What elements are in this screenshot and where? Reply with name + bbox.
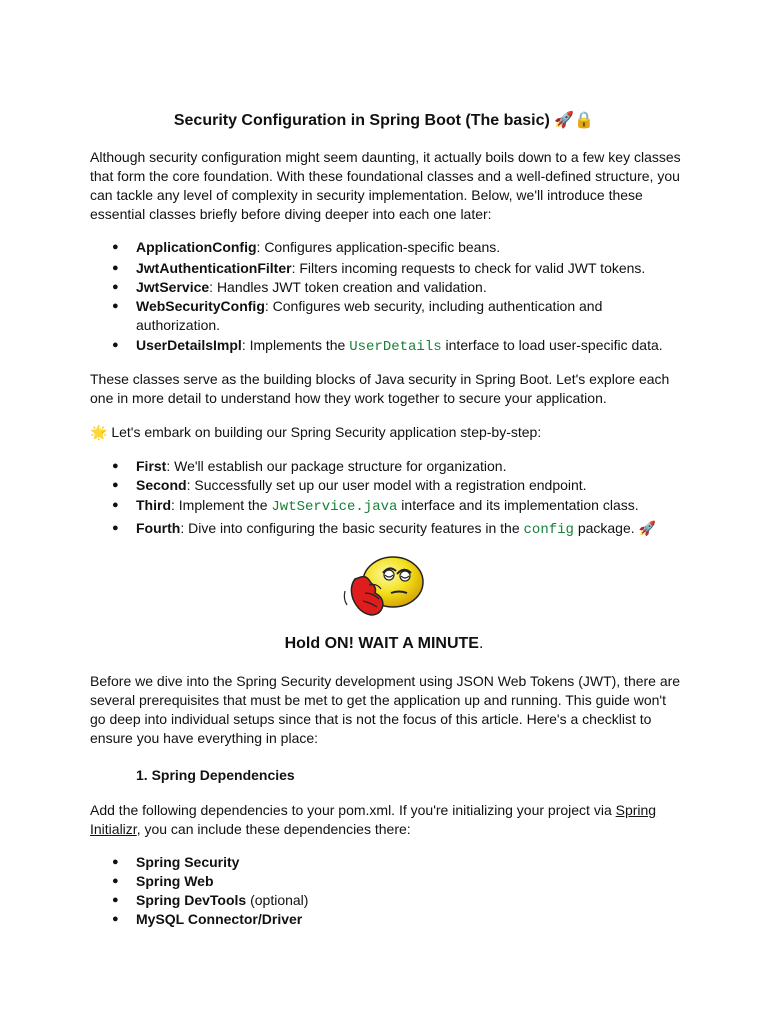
intro-paragraph: Although security configuration might seem daunting, it actually boils down to a few key classes that form the core foundation. With these foundational classes and a well-defined structure, you can tackle any level of complexity in security implementation. Below, we'll introduce these essential classes briefly before diving deeper into each one later:: [90, 149, 681, 222]
rocket-lock-icon: 🚀🔒: [554, 112, 595, 129]
list-item: ● JwtService: Handles JWT token creation and validation.: [90, 278, 682, 297]
rocket-icon: 🚀: [638, 520, 656, 536]
steps-list: [90, 457, 682, 540]
list-item: ● Third: Implement the JwtService.java interface and its implementation class.: [90, 496, 682, 517]
list-item: ● Second: Successfully set up our user model with a registration endpoint.: [90, 476, 682, 495]
list-item: ● Spring Web: [90, 872, 682, 891]
list-item: ● UserDetailsImpl: Implements the UserDetails interface to load user-specific data.: [90, 336, 682, 357]
classes-list: [90, 238, 682, 357]
code-jwtservice: JwtService.java: [271, 499, 398, 515]
list-item: ● First: We'll establish our package structure for organization.: [90, 457, 682, 476]
list-item: ● WebSecurityConfig: Configures web security, including authentication and authorization.: [90, 297, 682, 335]
list-item: ● MySQL Connector/Driver: [90, 910, 682, 929]
list-item: ● Fourth: Dive into configuring the basic security features in the config package. 🚀: [90, 519, 682, 540]
spring-initializr-link[interactable]: Spring Initializr: [90, 802, 657, 837]
list-item: ● Spring Security: [90, 853, 682, 872]
list-item: ● ApplicationConfig: Configures application-specific beans.: [90, 238, 682, 257]
embark-paragraph: 🌟 Let's embark on building our Spring Security application step-by-step:: [90, 424, 542, 440]
hold-heading: Hold ON! WAIT A MINUTE.: [284, 635, 484, 652]
thinking-smiley-icon: [341, 553, 427, 619]
list-item: ● JwtAuthenticationFilter: Filters incoming requests to check for valid JWT tokens.: [90, 259, 682, 278]
dependencies-intro: Add the following dependencies to your pom.xml. If you're initializing your project via Spring Initializr, you can include these dependencies there:: [90, 802, 657, 837]
building-blocks-paragraph: These classes serve as the building blocks of Java security in Spring Boot. Let's explore each one in more detail to understand how they work together to secure your application.: [90, 371, 670, 406]
code-config: config: [523, 522, 574, 538]
spring-dependencies-heading: 1. Spring Dependencies: [136, 767, 295, 783]
page-title: [0, 110, 768, 130]
dependencies-list: [90, 853, 682, 929]
star-icon: 🌟: [90, 424, 108, 440]
code-userdetails: UserDetails: [349, 339, 442, 355]
prerequisites-paragraph: Before we dive into the Spring Security development using JSON Web Tokens (JWT), there are several prerequisites that must be met to get the application up and running. This guide won't go deep into individual setups since that is not the focus of this article. Here's a checklist to ensure you have everything in place:: [90, 673, 681, 746]
list-item: ● Spring DevTools (optional): [90, 891, 682, 910]
title-text: Security Configuration in Spring Boot (The basic): [173, 112, 550, 129]
